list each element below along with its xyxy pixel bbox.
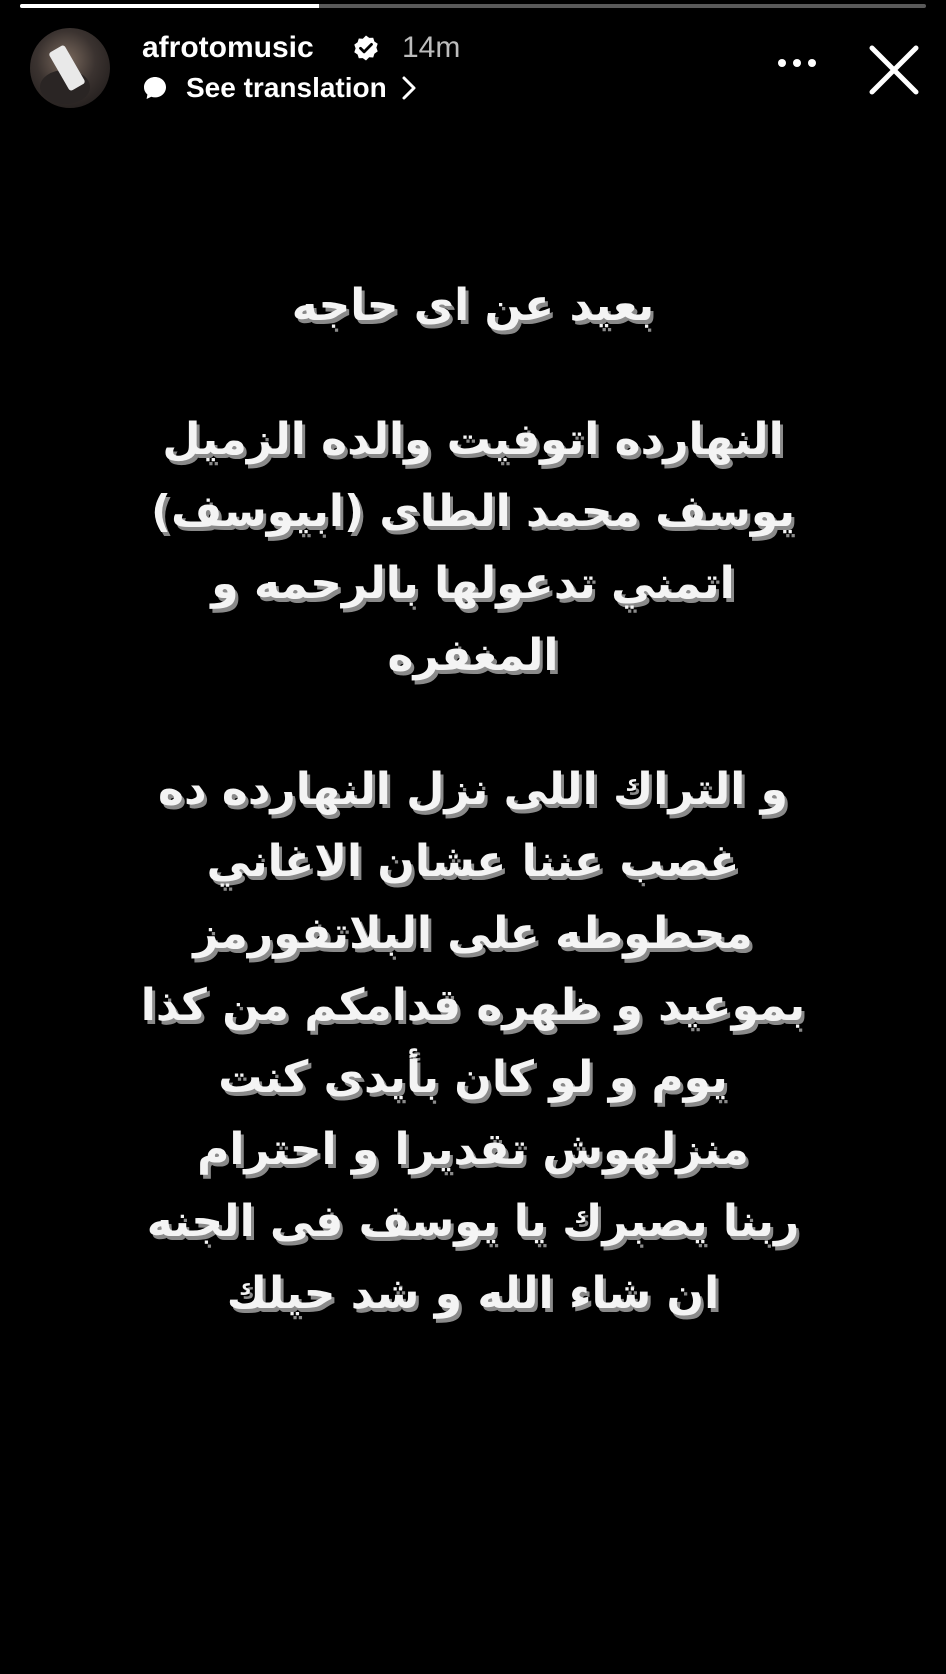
story-text-line: بعيد عن اى حاجه: [291, 280, 655, 331]
see-translation-label: See translation: [186, 72, 387, 103]
story-text-line: بموعيد و ظهره قدامكم من كذا: [140, 980, 806, 1031]
see-translation-button[interactable]: [142, 70, 417, 106]
story-text-line: اتمني تدعولها بالرحمه و: [211, 558, 735, 609]
story-text-line: ان شاء الله و شد حيلك: [226, 1268, 720, 1319]
story-text-line: غصب عننا عشان الاغاني: [206, 836, 740, 887]
translate-bubble-icon: [142, 75, 168, 101]
story-progress-bar: [20, 4, 926, 8]
story-text-line: المغفره: [387, 630, 559, 681]
story-timestamp: 14m: [402, 31, 461, 64]
story-text-line: يوم و لو كان بأيدى كنت: [218, 1052, 728, 1103]
story-progress-fill: [20, 4, 319, 8]
username-link[interactable]: afrotomusic: [142, 31, 314, 64]
story-text-line: النهارده اتوفيت والده الزميل: [162, 414, 784, 465]
more-horizontal-icon[interactable]: [774, 46, 820, 80]
chevron-right-icon: [401, 75, 417, 101]
close-icon[interactable]: [866, 42, 922, 98]
avatar[interactable]: [30, 28, 110, 108]
story-header: [30, 28, 922, 112]
paragraph-gap: [60, 692, 886, 754]
story-text-line: منزلهوش تقديرا و احترام: [197, 1124, 749, 1175]
story-text-line: يوسف محمد الطاى (ابيوسف): [151, 486, 795, 537]
story-text: [60, 270, 886, 1330]
story-text-line: ربنا يصبرك يا يوسف فى الجنه: [146, 1196, 800, 1247]
story-text-line: محطوطه على البلاتفورمز: [193, 908, 753, 959]
paragraph-gap: [60, 342, 886, 404]
verified-badge-icon: [352, 34, 380, 62]
story-text-line: و التراك اللى نزل النهارده ده: [157, 764, 788, 815]
